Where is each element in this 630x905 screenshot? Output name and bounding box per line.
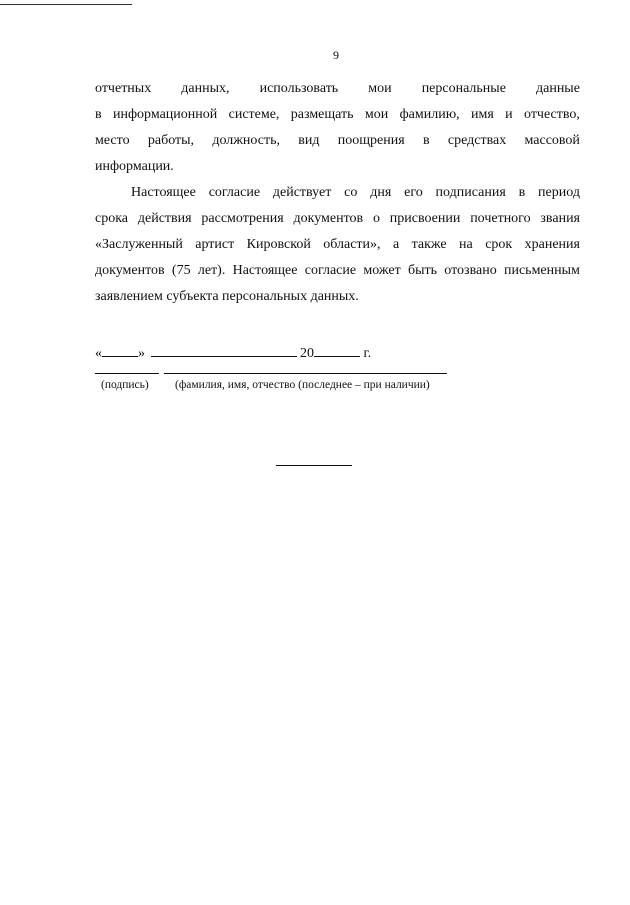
word: срок [485,237,513,252]
word: отчетных [95,81,152,96]
word: дня [370,185,392,200]
word: рассмотрения [201,211,284,226]
word: артист [195,237,235,252]
word: отчество, [524,107,580,122]
paragraph-2-line-4 [95,262,580,280]
word: письменным [503,263,580,278]
word: средствах [447,133,507,148]
word: действия [137,211,192,226]
word: быть [407,263,438,278]
word: его [404,185,423,200]
word: согласие [304,263,357,278]
word: «Заслуженный [95,237,183,252]
word: данные [535,81,580,96]
word: подписания [435,185,506,200]
word: персональные [421,81,506,96]
word: вид [298,133,320,148]
word: поощрения [337,133,405,148]
word: (75 [171,263,191,278]
paragraph-2-line-2 [95,210,580,228]
word: согласие [208,185,261,200]
signature-rule [95,373,159,374]
word: должность, [212,133,280,148]
word: области», [323,237,381,252]
year-suffix: г. [363,346,372,361]
paragraph-1-line-4: информации. [95,159,174,174]
word: документов [95,263,165,278]
word: Настоящее [131,185,196,200]
page-number: 9 [333,48,339,62]
closing-rule [276,465,352,466]
word: место [95,133,130,148]
word: почетного [470,211,531,226]
date-open-quote: « [95,346,102,361]
word: звания [540,211,580,226]
word: со [344,185,358,200]
word: срока [95,211,129,226]
full-name-rule [164,373,447,374]
word: в [518,185,526,200]
date-close-quote: » [138,346,145,361]
date-line [95,343,371,363]
paragraph-2-line-5: заявлением субъекта персональных данных. [95,289,359,304]
day-blank [102,343,138,357]
word: о [372,211,380,226]
word: массовой [524,133,580,148]
word: использовать [259,81,339,96]
word: в [95,107,102,122]
word: и [505,107,513,122]
word: действует [272,185,332,200]
month-blank [151,343,297,357]
word: период [538,185,580,200]
word: Кировской [246,237,311,252]
word: на [459,237,473,252]
paragraph-2-line-1 [131,184,580,202]
word: имя [471,107,494,122]
word: Настоящее [232,263,298,278]
word: фамилию, [399,107,460,122]
word: данных, [181,81,230,96]
word: в [422,133,430,148]
word: системе, [228,107,280,122]
paragraph-2-line-3 [95,236,580,254]
word: также [411,237,447,252]
word: мои [364,107,389,122]
word: может [363,263,401,278]
word: работы, [147,133,195,148]
scan-edge-line [0,4,132,5]
word: присвоении [389,211,461,226]
word: а [392,237,400,252]
paragraph-1-line-1 [95,80,580,98]
word: мои [368,81,392,96]
paragraph-1-line-3 [95,132,580,150]
signature-caption: (подпись) [101,379,149,391]
word: документов [293,211,364,226]
word: хранения [524,237,580,252]
word: лет). [197,263,226,278]
word: размещать [290,107,354,122]
year-blank [314,343,360,357]
word: информационной [112,107,218,122]
full-name-caption: (фамилия, имя, отчество (последнее – при наличии) [175,379,430,391]
year-prefix: 20 [300,346,314,361]
word: отозвано [444,263,497,278]
paragraph-1-line-2 [95,106,580,124]
